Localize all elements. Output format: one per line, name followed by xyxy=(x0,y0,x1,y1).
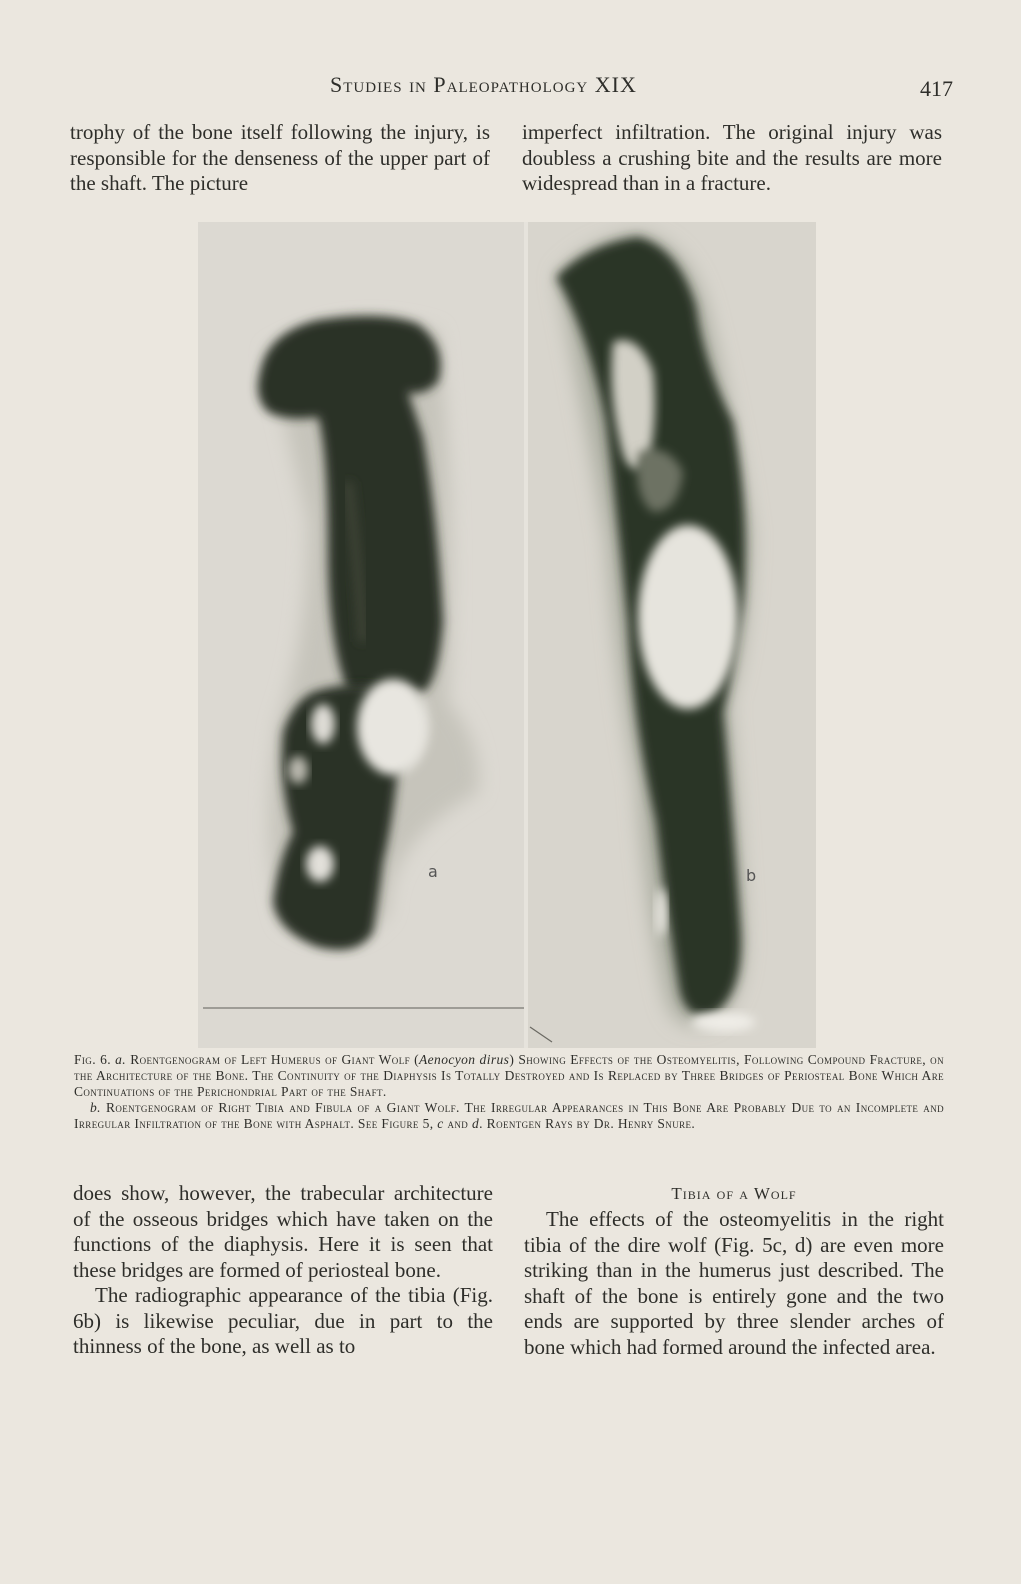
bottom-left-column xyxy=(73,1181,493,1360)
caption-a-text-1: Roentgenogram of Left Humerus of Giant Wolf ( xyxy=(130,1052,420,1067)
top-right-paragraph: imperfect infiltration. The original injury was doubless a crushing bite and the results are more widespread than in a fracture. xyxy=(522,120,942,195)
bottom-left-paragraph-2: The radiographic appearance of the tibia (Fig. 6b) is likewise peculiar, due in part to the thinness of the bone, as well as to xyxy=(73,1283,493,1358)
caption-a-letter: a. xyxy=(115,1052,127,1067)
top-right-column xyxy=(522,120,942,197)
caption-b-d: d xyxy=(471,1116,480,1131)
plate-a-label: a xyxy=(428,862,438,881)
caption-fig-prefix: Fig. 6. xyxy=(74,1052,112,1067)
bottom-right-paragraph-1: The effects of the osteomyelitis in the right tibia of the dire wolf (Fig. 5c, d) are even more striking than in the humerus just described. The shaft of the bone is entirely gone and the two ends are supported by three slender arches of bone which had formed around the infected area. xyxy=(524,1207,944,1359)
figure-caption xyxy=(74,1052,944,1132)
section-heading-tibia: Tibia of a Wolf xyxy=(671,1184,797,1203)
bottom-left-paragraph-1: does show, however, the trabecular architecture of the osseous bridges which have taken on the functions of the diaphysis. Here it is seen that these bridges are formed of periosteal bone. xyxy=(73,1181,493,1282)
caption-a-species: Aenocyon dirus xyxy=(419,1052,510,1067)
humerus-xray-image xyxy=(198,222,524,1048)
caption-b-c: c xyxy=(437,1116,444,1131)
running-head xyxy=(0,72,1021,102)
top-left-paragraph: trophy of the bone itself following the injury, is responsible for the denseness of the upper part of the shaft. The picture xyxy=(70,120,490,195)
running-title: Studies in Paleopathology XIX xyxy=(330,72,637,97)
top-left-column xyxy=(70,120,490,197)
caption-part-a xyxy=(74,1052,944,1100)
figure-6-roentgenograms xyxy=(198,222,818,1048)
caption-a-text-2: ) Showing Effects of the Osteomyelitis, Following Compound Fracture, on the Architecture of the Bone. The Continuity of the Diaphysis Is Totally Destroyed and Is Replaced by Three Bridges of Periosteal Bone Which Are Continuations of the Perichondrial Part of the Shaft. xyxy=(74,1052,944,1099)
plate-b-label: b xyxy=(746,866,757,885)
plate-b-tibia-xray xyxy=(528,222,816,1048)
page-number: 417 xyxy=(920,76,953,101)
caption-b-and: and xyxy=(443,1116,472,1131)
caption-b-letter: b. xyxy=(90,1100,101,1115)
tibia-xray-image xyxy=(528,222,816,1048)
caption-b-text-1: Roentgenogram of Right Tibia and Fibula of a Giant Wolf. The Irregular Appearances in This Bone Are Probably Due to an Incomplete and Irregular Infiltration of the Bone with Asphalt. See Figure 5, xyxy=(74,1100,944,1131)
caption-part-b xyxy=(74,1100,944,1132)
plate-a-humerus-xray xyxy=(198,222,524,1048)
caption-b-text-2: . Roentgen Rays by Dr. Henry Snure. xyxy=(479,1116,696,1131)
bottom-right-column xyxy=(524,1181,944,1360)
